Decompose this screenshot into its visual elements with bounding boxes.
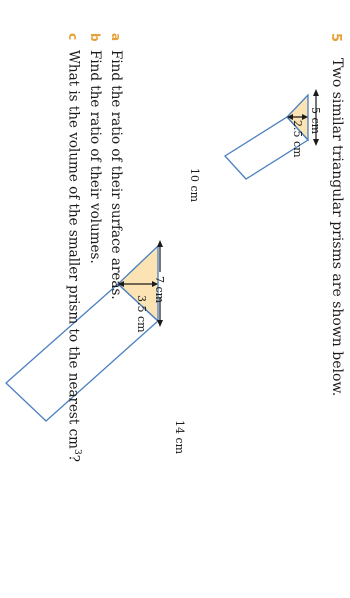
large-prism-base-arrow-left: [157, 240, 163, 247]
question-number: 5: [328, 33, 343, 43]
small-prism-length-label: 10 cm: [188, 168, 201, 203]
part-b-text: Find the ratio of their volumes.: [87, 50, 103, 264]
question-prompt: Two similar triangular prisms are shown below.: [329, 58, 345, 397]
small-prism-base-label: 5 cm: [309, 107, 322, 135]
large-prism-base-label: 7 cm: [153, 276, 166, 304]
part-c-suffix: ?: [65, 454, 82, 462]
part-a: [108, 33, 124, 300]
large-prism-base-arrow-right: [157, 320, 163, 327]
part-c-letter: c: [66, 33, 81, 41]
part-a-letter: a: [109, 33, 123, 42]
large-prism-height-label: 3.5 cm: [135, 295, 148, 333]
large-prism-length-label: 14 cm: [173, 420, 186, 455]
small-prism-base-arrow-right: [313, 139, 319, 146]
part-a-text: Find the ratio of their surface areas.: [108, 50, 124, 300]
part-c-superscript: 3: [72, 448, 82, 455]
small-prism-height-label: 2.5 cm: [291, 120, 304, 158]
part-c: [66, 33, 83, 462]
small-prism-base-arrow-left: [313, 89, 319, 96]
small-prism: [188, 89, 322, 203]
large-prism: [6, 240, 186, 455]
part-b-letter: b: [88, 33, 102, 42]
part-c-text: What is the volume of the smaller prism to the nearest cm: [65, 50, 82, 449]
part-b: [87, 33, 103, 264]
